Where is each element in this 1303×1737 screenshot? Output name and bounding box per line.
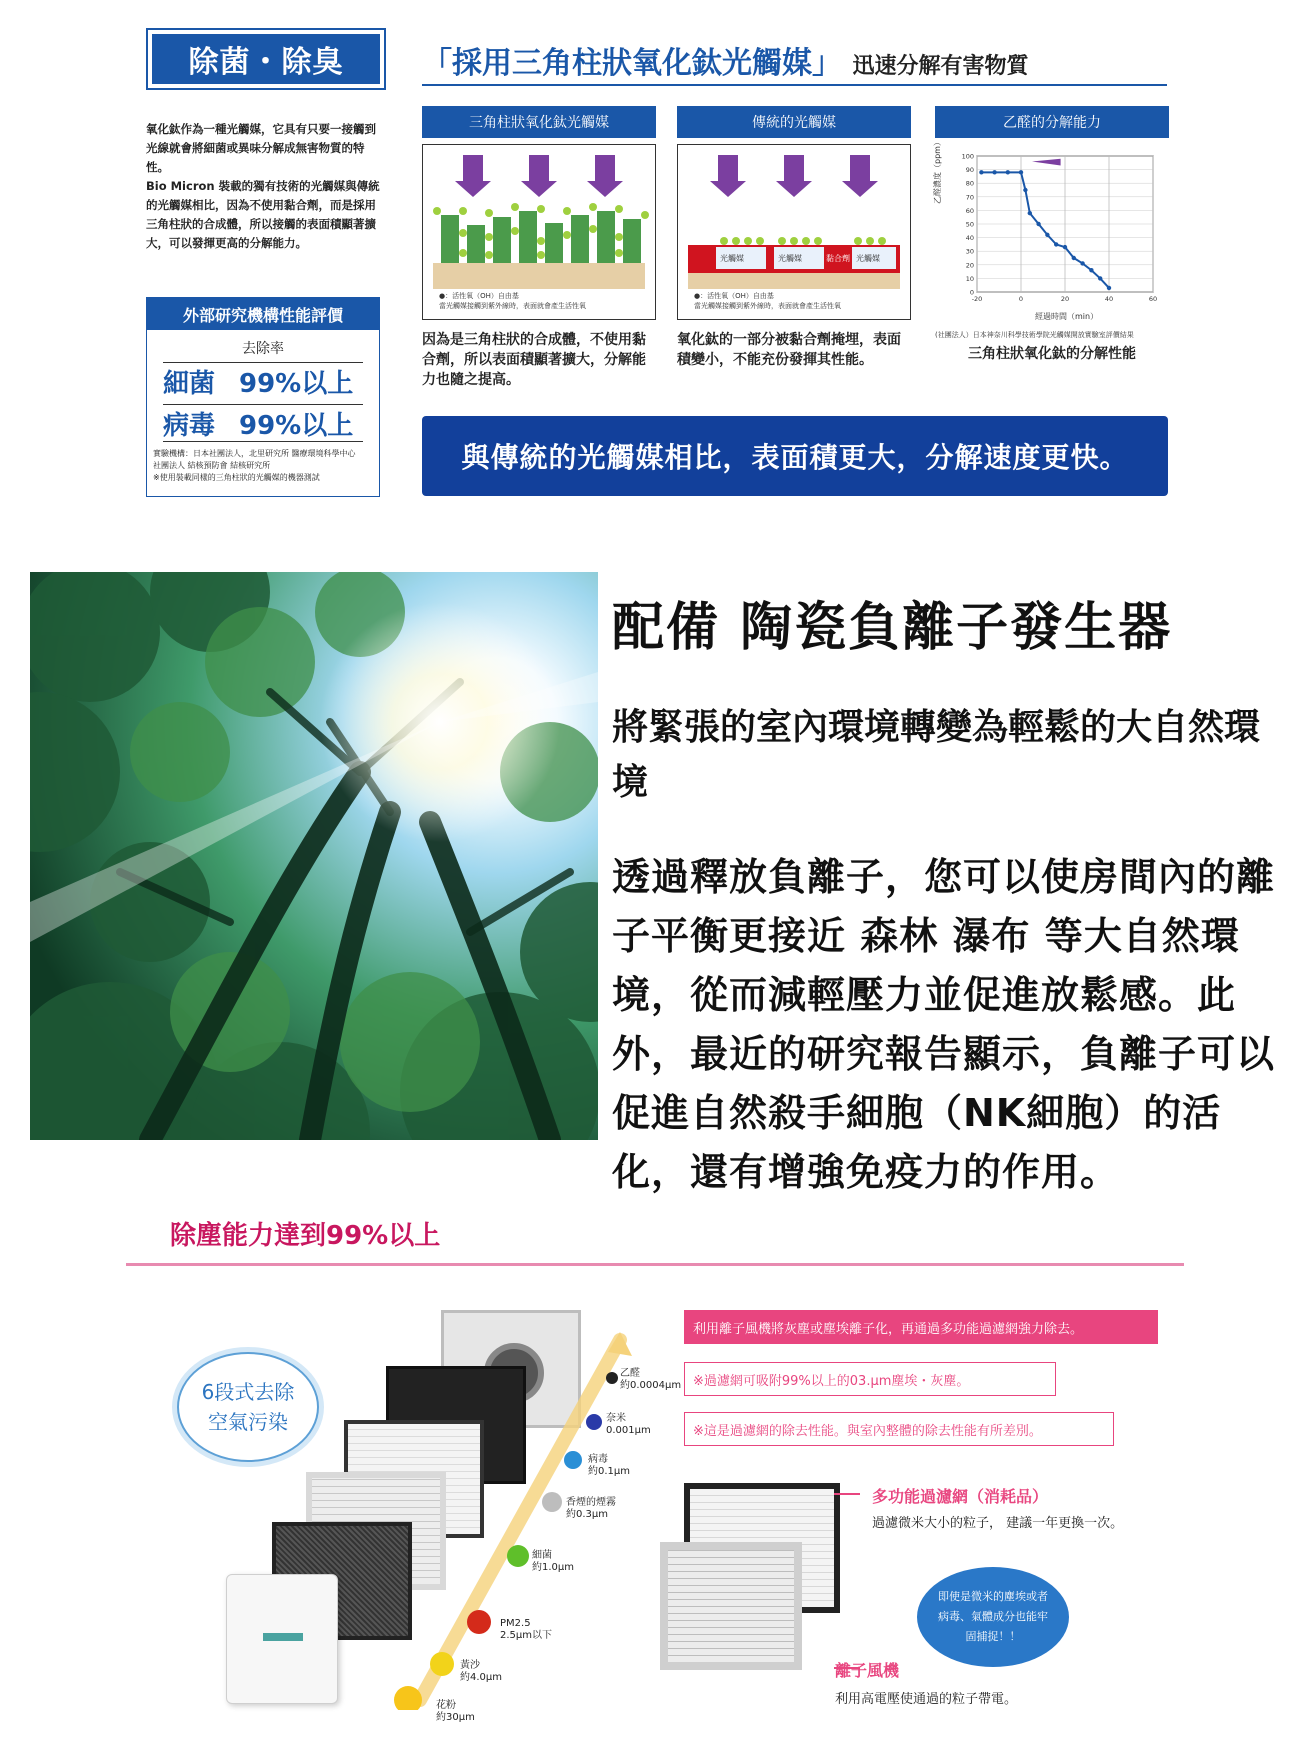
uv-arrows (455, 155, 623, 197)
data-point (1036, 222, 1040, 226)
particle-dot (430, 1652, 454, 1676)
panel-caption: 氧化鈦的一部分被黏合劑掩埋，表面積變小，不能充份發揮其性能。 (677, 332, 901, 368)
uv-arrow-icon (776, 155, 812, 197)
evaluation-box (146, 297, 380, 497)
evaluation-row-label: 病毒 (163, 410, 216, 441)
legend-line: 當光觸媒接觸到紫外線時，表面就會產生活性氧 (694, 302, 841, 310)
chart-area (933, 138, 1169, 321)
particle-label (566, 1497, 616, 1521)
filter-description: 過濾微米大小的粒子， 建議一年更換一次。 (872, 1516, 1124, 1531)
particle-dot (467, 1610, 491, 1634)
data-point (1028, 211, 1032, 215)
x-tick-label: -20 (971, 295, 983, 303)
six-stage-badge-label: 6段式去除空氣污染 (201, 1380, 295, 1434)
particle-name: 乙醛 (620, 1368, 640, 1379)
uv-arrow-icon (842, 155, 878, 197)
particle-name: 奈米 (606, 1413, 626, 1424)
intro-paragraph-2: Bio Micron 裝載的獨有技術的光觸媒與傳統的光觸媒相比，因為不使用黏合劑，而是採用三角柱狀的合成體，所以接觸的表面積顯著擴大，可以發揮更高的分解能力。 (146, 179, 380, 250)
info-box: ※過濾網可吸附99%以上的03.μm塵埃・灰塵。 (684, 1362, 1056, 1396)
fan-label: 離子風機 (835, 1661, 900, 1680)
x-tick-label: 40 (1104, 295, 1114, 303)
catalyst-column (571, 215, 589, 263)
data-point (1006, 170, 1010, 174)
particle-size: 約0.3μm (566, 1509, 609, 1520)
chart-xlabel: 經過時間（min） (1035, 312, 1099, 321)
particle-label (436, 1700, 475, 1724)
evaluation-row-label: 細菌 (163, 369, 216, 399)
evaluation-note: ※使用裝載同樣的三角柱狀的光觸媒的機器測試 (153, 473, 320, 482)
section1-title-main: 「採用三角柱狀氧化鈦光觸媒」 (422, 46, 842, 81)
y-tick-label: 90 (965, 166, 974, 175)
uv-arrow-icon (587, 155, 623, 197)
x-tick-label: 0 (1018, 295, 1024, 303)
data-point (1063, 245, 1067, 249)
radical-dots (433, 203, 649, 259)
filter-label: 多功能過濾網（消耗品） (872, 1487, 1049, 1506)
segment-label: 光觸媒 (778, 254, 802, 263)
section1-divider (422, 84, 1167, 86)
comparison-banner: 與傳統的光觸媒相比，表面積更大，分解速度更快。 (422, 416, 1168, 496)
evaluation-heading: 外部研究機構性能評價 (147, 298, 379, 330)
panel-traditional-photocatalyst (677, 106, 911, 370)
info-box: 利用離子風機將灰塵或塵埃離子化，再通過多功能過濾網強力除去。 (684, 1310, 1158, 1344)
y-tick-label: 30 (965, 247, 974, 256)
forest-canopy-image (30, 572, 598, 1140)
y-tick-label: 50 (965, 220, 974, 229)
capture-badge (917, 1567, 1069, 1667)
capture-badge-label: 即使是微米的塵埃或者病毒、氣體成分也能牢固捕捉！！ (938, 1590, 1048, 1643)
evaluation-row-value: 99%以上 (239, 410, 354, 441)
y-tick-label: 0 (969, 288, 974, 297)
particle-dot (606, 1372, 618, 1384)
evaluation-note: 實驗機構：日本社團法人，北里研究所 醫療環境科學中心 (153, 449, 356, 458)
particle-dot (586, 1414, 602, 1430)
particle-label (460, 1660, 502, 1684)
particle-label (606, 1413, 651, 1437)
particle-dot (507, 1545, 529, 1567)
particle-name: 香煙的煙霧 (566, 1497, 616, 1508)
catalyst-column (493, 217, 511, 263)
particle-label (500, 1618, 552, 1642)
y-tick-label: 60 (965, 206, 974, 215)
info-box: ※這是過濾網的除去性能。與室內整體的除去性能有所差別。 (684, 1412, 1114, 1446)
data-point (1019, 170, 1023, 174)
particle-size: 約1.0μm (532, 1562, 575, 1573)
y-tick-label: 100 (961, 152, 974, 161)
legend-line: ●：活性氧（OH）自由基 (694, 292, 774, 300)
evaluation-row-value: 99%以上 (239, 369, 354, 399)
y-tick-label: 70 (965, 193, 974, 202)
ion-generator-body: 透過釋放負離子，您可以使房間內的離子平衡更接近 森林 瀑布 等大自然環境，從而減輕壓力並促進放鬆感。此外，最近的研究報告顯示，負離子可以促進自然殺手細胞（NK細胞）的活化，還有增強免疫力的作用。 (612, 855, 1276, 1194)
data-point (1089, 268, 1093, 272)
panel-heading: 三角柱狀氧化鈦光觸媒 (422, 106, 656, 138)
section1-title-rest: 迅速分解有害物質 (852, 54, 1029, 79)
data-point (1023, 188, 1027, 192)
catalyst-column (467, 225, 485, 263)
particle-name: 病毒 (588, 1454, 608, 1465)
evaluation-note: 社團法人 結核預防會 結核研究所 (153, 461, 271, 470)
particle-dot (564, 1451, 582, 1469)
chart-ylabel: 乙醛濃度（ppm） (933, 138, 942, 204)
particle-size: 0.001μm (606, 1425, 651, 1436)
data-point (1045, 233, 1049, 237)
intro-paragraph-1: 氧化鈦作為一種光觸媒，它具有只要一接觸到光線就會將細菌或異味分解成無害物質的特性。 (146, 122, 376, 174)
segment-label: 光觸媒 (856, 254, 880, 263)
y-tick-label: 10 (965, 274, 974, 283)
ion-fan-panel (660, 1542, 802, 1670)
catalyst-column (519, 211, 537, 263)
evaluation-row (163, 362, 363, 400)
decay-line-chart (935, 144, 1169, 320)
particle-size: 約0.0004μm (620, 1380, 682, 1391)
evaluation-row (163, 404, 363, 442)
data-point (992, 170, 996, 174)
dust-removal-divider (126, 1263, 1184, 1266)
substrate-layer (433, 263, 645, 289)
panel-heading: 傳統的光觸媒 (677, 106, 911, 138)
legend-line: ●：活性氧（OH）自由基 (439, 292, 519, 300)
particle-label (620, 1368, 681, 1392)
category-tag-label: 除菌・除臭 (152, 34, 380, 84)
particle-label (588, 1454, 630, 1478)
y-tick-label: 20 (965, 261, 974, 270)
particle-size: 約30μm (436, 1712, 475, 1723)
catalyst-column (545, 223, 563, 263)
particle-size: 2.5μm以下 (500, 1630, 553, 1641)
uv-arrow-icon (455, 155, 491, 197)
x-tick-label: 60 (1148, 295, 1158, 303)
particle-label (532, 1550, 574, 1574)
particle-size: 約0.1μm (588, 1466, 631, 1477)
catalyst-column (597, 211, 615, 263)
substrate-layer (688, 273, 900, 289)
panel-heading: 乙醛的分解能力 (935, 106, 1169, 138)
evaluation-subheading: 去除率 (242, 341, 284, 357)
panel-triangular-photocatalyst (422, 106, 656, 390)
particle-dot (542, 1492, 562, 1512)
data-point (1107, 286, 1111, 290)
front-logo (263, 1633, 303, 1641)
particle-name: 花粉 (436, 1700, 456, 1711)
front-cover (226, 1574, 338, 1704)
ion-generator-title: 配備 陶瓷負離子發生器 (612, 598, 1173, 658)
uv-arrow-icon (521, 155, 557, 197)
data-point (1098, 276, 1102, 280)
uv-arrows (710, 155, 878, 197)
x-tick-label: 20 (1060, 295, 1070, 303)
particle-name: 細菌 (532, 1550, 552, 1561)
dust-removal-title: 除塵能力達到99%以上 (170, 1221, 441, 1251)
legend-line: 當光觸媒接觸到紫外線時，表面就會產生活性氧 (439, 302, 586, 310)
panel-legend (694, 291, 841, 311)
panel-diagram (677, 144, 911, 320)
category-tag (146, 28, 386, 90)
segment-label: 光觸媒 (720, 254, 744, 263)
data-point (1072, 256, 1076, 260)
segment-label: 黏合劑 (826, 254, 850, 263)
data-point (1054, 242, 1058, 246)
radical-dots (720, 237, 886, 245)
evaluation-notes (153, 448, 373, 484)
chart-caption: 三角柱狀氧化鈦的分解性能 (968, 346, 1136, 362)
catalyst-column (441, 215, 459, 263)
y-tick-label: 80 (965, 179, 974, 188)
data-point (979, 170, 983, 174)
panel-caption: 因為是三角柱狀的合成體，不使用黏合劑，所以表面積顯著擴大，分解能力也隨之提高。 (422, 332, 646, 388)
uv-arrow-icon (710, 155, 746, 197)
chart-source: (社團法人）日本神奈川科學技術學院光觸媒開放實驗室評價結果 (935, 331, 1134, 339)
fan-description: 利用高電壓使通過的粒子帶電。 (835, 1692, 1018, 1707)
panel-acetaldehyde-chart (935, 106, 1169, 364)
particle-size: 約4.0μm (460, 1672, 503, 1683)
particle-name: 黃沙 (460, 1660, 480, 1671)
section1-title (422, 38, 1028, 82)
ion-generator-subtitle: 將緊張的室內環境轉變為輕鬆的大自然環境 (612, 707, 1261, 803)
panel-legend (439, 291, 586, 311)
particle-name: PM2.5 (500, 1618, 531, 1629)
y-tick-label: 40 (965, 234, 974, 243)
panel-diagram (422, 144, 656, 320)
forest-canopy-illustration (30, 572, 598, 1140)
catalyst-column (623, 219, 641, 263)
intro-text (146, 120, 386, 253)
data-point (1080, 261, 1084, 265)
